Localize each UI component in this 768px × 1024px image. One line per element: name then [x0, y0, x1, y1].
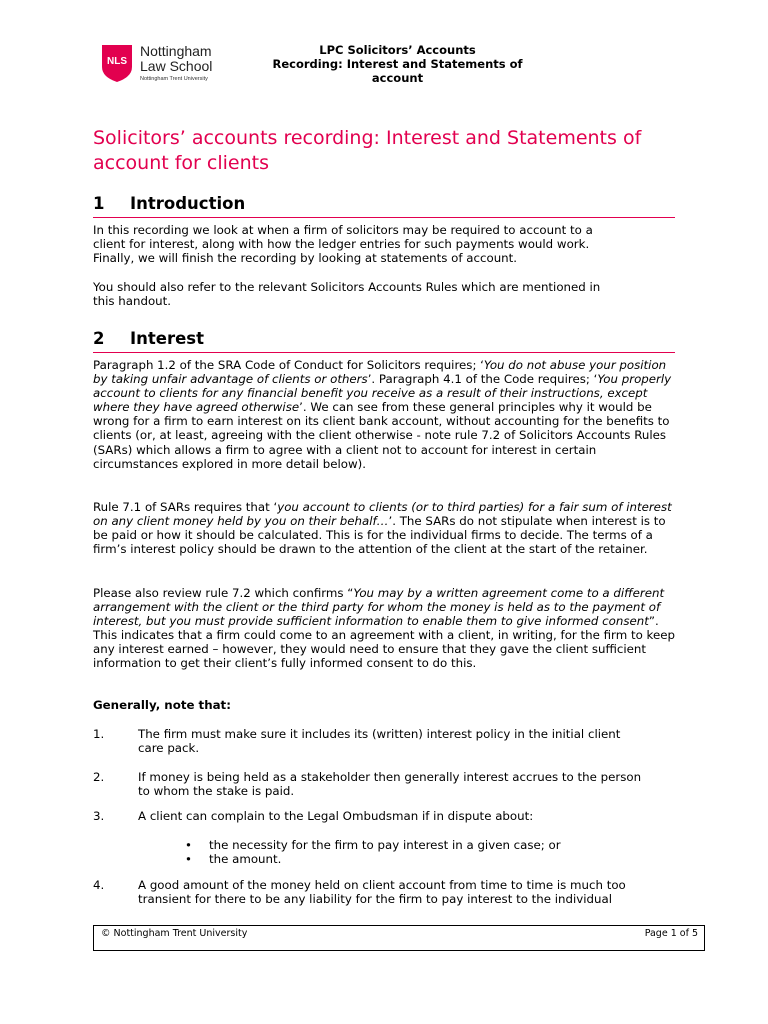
quote-text: You do not abuse your position by taking unfair advantage of clients or others: [93, 358, 667, 387]
list-number: 1.: [93, 727, 105, 741]
text-line: The firm must make sure it includes its (written) interest policy in the initial client: [138, 727, 621, 741]
logo-line-1: Nottingham: [140, 43, 212, 59]
text-line: client for interest, along with how the ledger entries for such payments would work.: [93, 237, 590, 252]
footer-copyright: © Nottingham Trent University: [101, 928, 248, 939]
text-line: care pack.: [138, 741, 200, 755]
interest-paragraph-3: [93, 586, 678, 671]
text-run: ’. The SARs do not stipulate when interest is to be paid or how it should be calculated. This is for the individual firms to decide. The terms of a firm’s interest policy should be drawn to the attention of the client at the start of the retainer.: [93, 514, 666, 557]
bullet-item: the necessity for the firm to pay interest in a given case; or: [209, 838, 561, 852]
text-run: Paragraph 1.2 of the SRA Code of Conduct for Solicitors requires; ‘: [93, 358, 484, 372]
text-line: this handout.: [93, 294, 172, 309]
list-number: 3.: [93, 809, 105, 823]
text-run: Rule 7.1 of SARs requires that ‘: [93, 500, 278, 514]
text-line: to whom the stake is paid.: [138, 784, 295, 798]
header-title: [250, 43, 545, 85]
section-title: Introduction: [130, 194, 246, 213]
document-title-line-2: account for clients: [93, 152, 269, 174]
list-number: 2.: [93, 770, 105, 784]
section-number: 1: [93, 194, 105, 213]
text-line: In this recording we look at when a firm of solicitors may be required to account to a: [93, 223, 593, 237]
text-run: ’. We can see from these general principles why it would be wrong for a firm to earn interest on its client bank account, without accounting for the benefits to clients (or, at least, agreeing with the client otherwise - note rule 7.2 of Solicitors Accounts Rules (SARs) which allows a firm to agree with a client not to account for interest in certain circumstances explored in more detail below).: [93, 400, 670, 471]
text-line: If money is being held as a stakeholder then generally interest accrues to the person: [138, 770, 642, 784]
header-title-line-2: Recording: Interest and Statements of: [272, 57, 523, 71]
header-title-line-1: LPC Solicitors’ Accounts: [319, 43, 476, 57]
header-title-line-3: account: [371, 71, 424, 85]
list-item: [138, 770, 698, 798]
section-heading-interest: [93, 329, 675, 353]
text-line: transient for there to be any liability for the firm to pay interest to the individual: [138, 892, 613, 906]
quote-text: You properly account to clients for any financial benefit you receive as a result of their instructions, except where they have agreed otherwise: [93, 372, 672, 415]
intro-paragraph-1: [93, 223, 678, 265]
quote-text: you account to clients (or to third parties) for a fair sum of interest on any client money held by you on their behalf…: [93, 500, 672, 529]
text-line: A client can complain to the Legal Ombudsman if in dispute about:: [138, 809, 534, 823]
logo-badge-text: NLS: [107, 56, 127, 67]
section-number: 2: [93, 329, 105, 348]
logo-line-2: Law School: [140, 58, 213, 74]
text-line: A good amount of the money held on client account from time to time is much too: [138, 878, 626, 892]
text-line: Finally, we will finish the recording by looking at statements of account.: [93, 251, 518, 266]
generally-heading: Generally, note that:: [93, 698, 231, 712]
interest-paragraph-1: [93, 358, 678, 471]
list-item: [138, 727, 698, 755]
list-item: [138, 878, 698, 906]
text-line: You should also refer to the relevant Solicitors Accounts Rules which are mentioned in: [93, 280, 601, 294]
text-run: ”. This indicates that a firm could come to an agreement with a client, in writing, for the firm to keep any interest earned – however, they would need to ensure that they gave the client sufficient information to get their client’s fully informed consent to do this.: [93, 614, 675, 671]
document-title-line-1: Solicitors’ accounts recording: Interest and Statements of: [93, 127, 642, 149]
bullet-icon: •: [185, 838, 192, 852]
section-heading-introduction: [93, 194, 675, 218]
bullet-item: the amount.: [209, 852, 282, 866]
interest-paragraph-2: [93, 500, 678, 556]
list-item: [138, 809, 698, 823]
document-title: [93, 126, 693, 176]
logo-line-3: Nottingham Trent University: [140, 76, 208, 82]
bullet-icon: •: [185, 852, 192, 866]
intro-paragraph-2: [93, 280, 678, 308]
section-title: Interest: [130, 329, 205, 348]
footer-page-number: Page 1 of 5: [644, 928, 698, 939]
nls-shield-icon: [100, 43, 134, 83]
nls-logo: [100, 43, 230, 85]
list-number: 4.: [93, 878, 105, 892]
text-run: ’. Paragraph 4.1 of the Code requires; ‘: [367, 372, 598, 387]
quote-text: You may by a written agreement come to a different arrangement with the client or the third party for whom the money is held as to the payment of interest, but you must provide sufficient information to enable them to give informed consent: [93, 586, 665, 629]
page-footer: [93, 925, 705, 951]
text-run: Please also review rule 7.2 which confirms “: [93, 586, 354, 600]
